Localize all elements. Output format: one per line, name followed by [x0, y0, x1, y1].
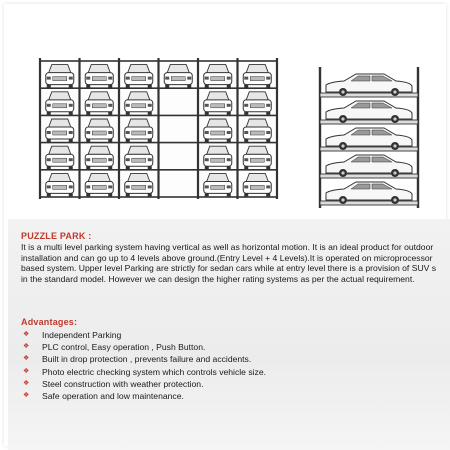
diamond-bullet-icon: ❖: [23, 343, 30, 351]
advantage-item: [21, 329, 266, 341]
diamond-bullet-icon: ❖: [23, 331, 30, 338]
advantage-text: Steel construction with weather protection.: [42, 378, 204, 389]
front-elevation-drawing: [40, 58, 277, 199]
advantage-text: Built in drop protection , prevents failure and accidents.: [42, 354, 252, 365]
description-text: It is a multi level parking system having vertical as well as horizontal motion. It is an ideal product for outdoor installation and can go up to 4 levels above ground.(Entry Level + 4 Levels).It is operated on microprocessor based system. Upper level Parking are strictly for sedan cars while at entry level there is a provision of SUV s in the standard model. However we can design the higher rating systems as per the actual requirement.: [21, 242, 437, 284]
advantage-text: Independent Parking: [42, 330, 122, 340]
advantage-item: [21, 366, 266, 378]
section-title: PUZZLE PARK :: [21, 231, 92, 241]
advantage-item: [21, 378, 266, 390]
side-platform: [320, 147, 418, 151]
product-card: [4, 4, 446, 446]
advantage-item: [21, 341, 266, 353]
diamond-bullet-icon: ❖: [23, 391, 30, 399]
side-platform: [320, 174, 418, 178]
parking-system-drawing: [4, 4, 450, 219]
side-platform: [320, 201, 418, 205]
advantages-title: Advantages:: [21, 317, 78, 327]
side-platform: [320, 120, 418, 124]
side-platform: [320, 93, 418, 97]
advantage-text: Safe operation and low maintenance.: [42, 390, 184, 401]
advantage-item: [21, 390, 266, 402]
diamond-bullet-icon: ❖: [23, 355, 30, 363]
advantage-text: Photo electric checking system which controls vehicle size.: [42, 366, 267, 377]
side-elevation-drawing: [320, 67, 418, 208]
advantage-item: [21, 353, 266, 365]
diamond-bullet-icon: ❖: [23, 379, 30, 387]
advantage-text: PLC control, Easy operation , Push Button.: [42, 342, 206, 353]
description-panel: [8, 219, 450, 450]
diamond-bullet-icon: ❖: [23, 367, 30, 375]
advantages-list: [21, 329, 266, 402]
